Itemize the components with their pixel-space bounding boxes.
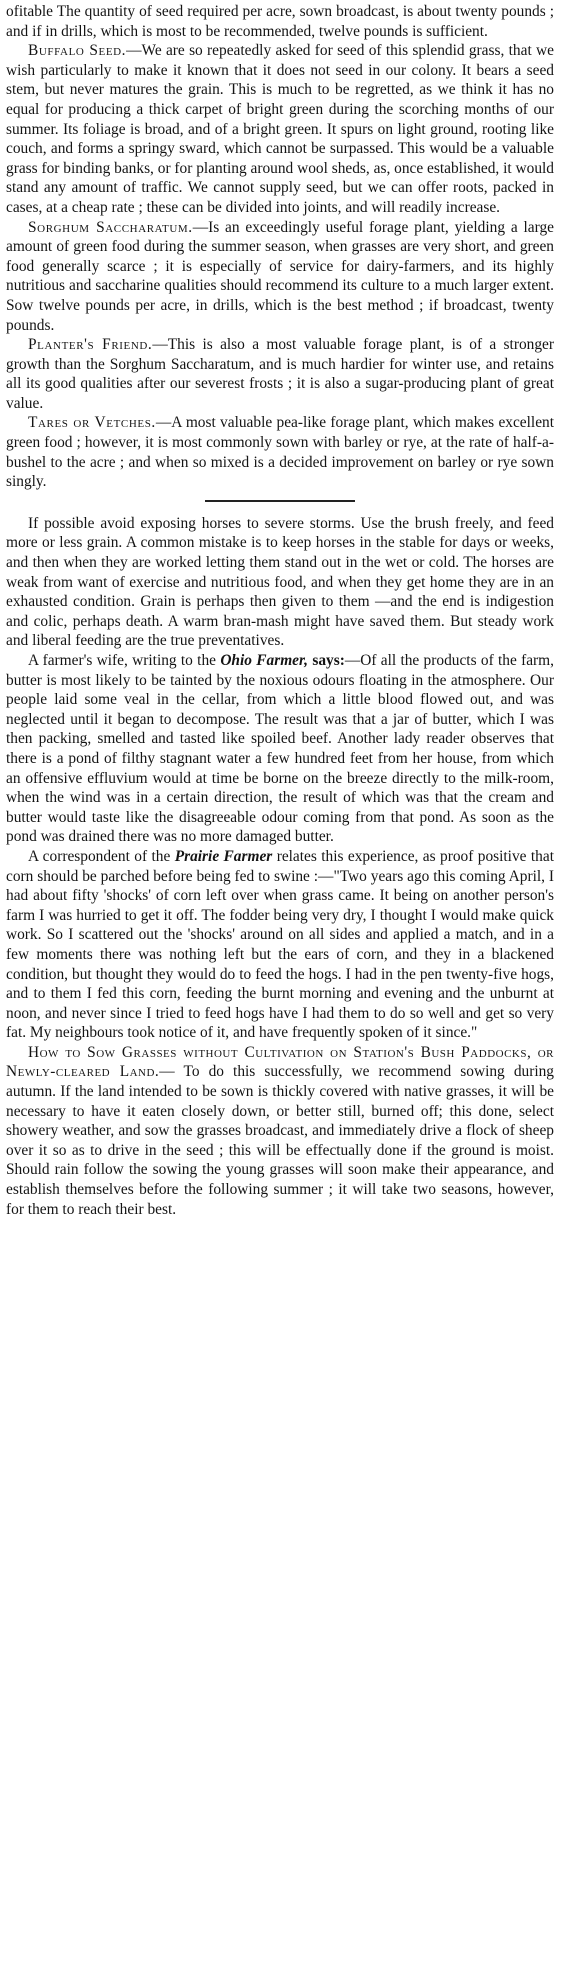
paragraph-butter: A farmer's wife, writing to the Ohio Farmer, says:—Of all the products of the farm, butter is most likely to be tainted by the noxious odours floating in the atmosphere. Our people laid some veal in the cellar, from which a little blood flowed out, and was neglected until it began to decompose. The result was that a jar of butter, which I was then packing, smelled and tasted like spoiled beef. Another lady reader observes that there is a pond of filthy stagnant water a few hundred feet from her house, from which an offensive effluvium would at time be borne on the breeze directly to the milk-room, when the wind was in a certain direction, the result of which was that the cream and butter would taste like the disagreeable odour coming from that pond. As soon as the pond was drained there was no more damaged butter. — [6, 652, 555, 846]
paragraph-horses: If possible avoid exposing horses to severe storms. Use the brush freely, and feed more or less grain. A common mistake is to keep horses in the stable for days or weeks, and then when they are worked letting them stand out in the wet or cold. The horses are weak from want of exercise and nutritious food, and when they get home they are in an exhausted condition. Grain is perhaps then given to them —and the end is indigestion and colic, perhaps death. A warm bran-mash might have saved them. But steady work and liberal feeding are the true preventatives. — [6, 514, 554, 650]
paragraph-tares: Tares or Vetches.—A most valuable pea-like forage plant, which makes excellent green food ; however, it is most commonly sown with barley or rye, at the rate of half-a-bushel to the acre ; and when so mixed is a decided improvement on barley or rye sown singly. — [6, 414, 554, 491]
heading-sorghum: Sorghum Saccharatum. — [28, 218, 193, 236]
paragraph-sow-grasses: How to Sow Grasses without Cultivation on Station's Bush Paddocks, or Newly-cleared Land.— To do this successfully, we recommend sowing during autumn. If the land intended to be sown is thickly covered with native grasses, it will be necessary to have it eaten closely down, or better still, burned off; this done, select showery weather, and sow the grasses broadcast, and immediately drive a flock of sheep over it so as to drive in the seed ; this will be effectually done if the ground is moist. Should rain follow the sowing the young grasses will soon make their appearance, and establish themselves before the following summer ; it will take two seasons, however, for them to reach their best. — [6, 1043, 554, 1218]
paragraph-buffalo-seed: Buffalo Seed.—We are so repeatedly asked for seed of this splendid grass, that we wish particularly to make it known that it does not seed in our colony. It bears a seed stem, but never matures the grain. This is much to be regretted, as we think it has no equal for producing a thick carpet of bright green during the scorching months of our summer. Its foliage is broad, and of a bright green. It spurs on light ground, rooting like couch, and forms a springy sward, which cannot be surpassed. This would be a valuable grass for binding banks, or for planting around wool sheds, as, once established, it would stand any amount of traffic. We cannot supply seed, but we can offer roots, packed in cases, at a cheap rate ; these can be divided into joints, and will readily increase. — [6, 42, 554, 216]
heading-sow-grasses: How to Sow Grasses without Cultivation on Station's Bush Paddocks, or Newly-cleared Land. — [6, 1043, 554, 1081]
paragraph-sorghum: Sorghum Saccharatum.—Is an exceedingly useful forage plant, yielding a large amount of green food during the summer season, when grasses are very short, and green food generally scarce ; it is especially of service for dairy-farmers, and its highly nutritious and saccharine qualities should recommend its culture to a much larger extent. Sow twelve pounds per acre, in drills, which is the best method ; if broadcast, twenty pounds. — [6, 218, 554, 334]
heading-tares: Tares or Vetches. — [28, 414, 156, 432]
ohio-farmer-title: Ohio Farmer, — [220, 652, 309, 669]
paragraph-corn: A correspondent of the Prairie Farmer relates this experience, as proof positive that corn should be parched before being fed to swine :—"Two years ago this coming April, I had about fifty 'shocks' of corn left over when grass came. It being on another person's farm I was hurried to get it off. The fodder being very dry, I thought I would make quick work. So I scattered out the 'shocks' around on all sides and applied a match, and in a few moments there was nothing left but the ears of corn, and they in a blackened condition, but thought they would do to feed the hogs. I had in the pen twenty-five hogs, and to them I fed this corn, feeding the burnt morning and evening and the unburnt at noon, and never since I tried to feed hogs have I had them to do so well and get so very fat. My neighbours took notice of it, and have frequently spoken of it since." — [6, 847, 554, 1042]
prairie-farmer-title: Prairie Farmer — [174, 847, 273, 865]
section-divider — [205, 500, 355, 502]
heading-buffalo-seed: Buffalo Seed. — [28, 42, 127, 60]
heading-planters-friend: Planter's Friend. — [28, 336, 153, 354]
seed-article — [6, 2, 554, 492]
farm-notes — [6, 514, 554, 1219]
paragraph-seed-quantity: ofitable The quantity of seed required per acre, sown broadcast, is about twenty pounds ; and if in drills, which is most to be recommended, twelve pounds is sufficient. — [6, 3, 554, 40]
paragraph-planters-friend: Planter's Friend.—This is also a most valuable forage plant, is of a stronger growth than the Sorghum Saccharatum, and is much hardier for winter use, and retains all its good qualities after our severest frosts ; it is also a sugar-producing plant of great value. — [6, 336, 554, 412]
